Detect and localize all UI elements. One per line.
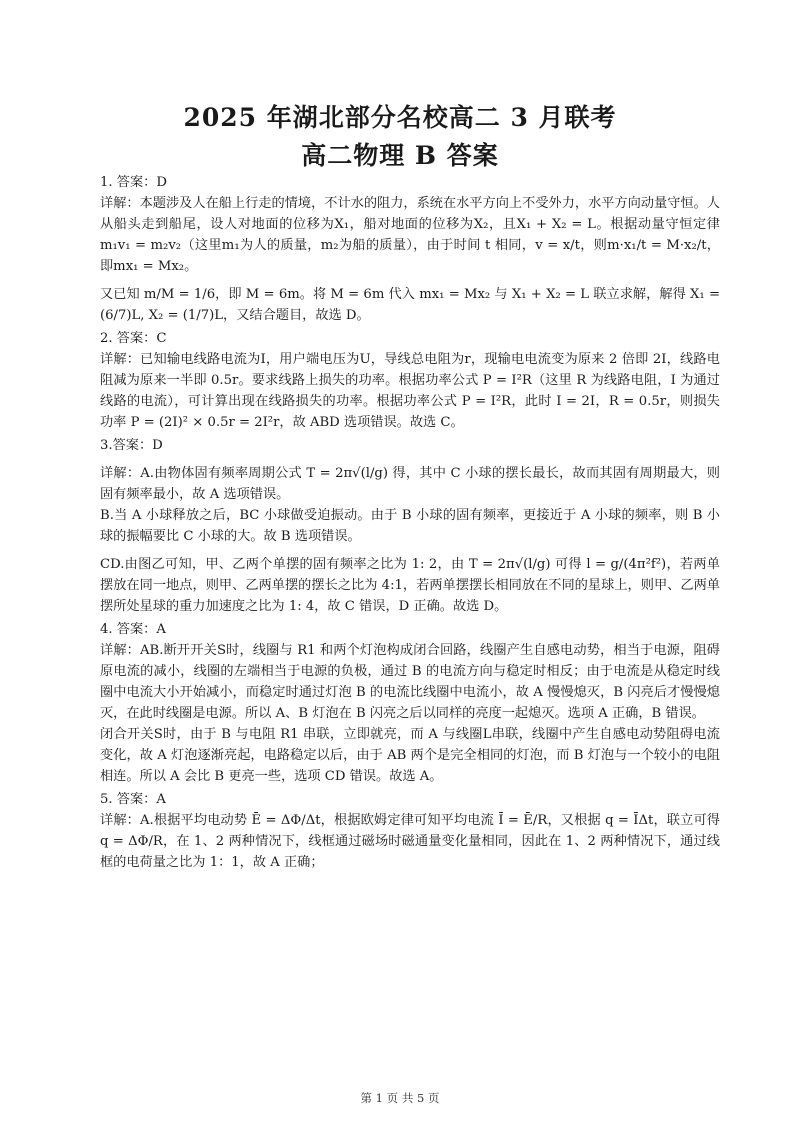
answer-content [100,172,720,873]
page-footer: 第 1 页 共 5 页 [360,1091,440,1105]
answer-5-heading: 5. 答案：A [100,792,166,807]
answer-5-detail-a: 详解：A.根据平均电动势 Ē = ΔΦ/Δt，根据欧姆定律可知平均电流 Ī = Ē/R，又根据 q = ĪΔt，联立可得 q = ΔΦ/R，在 1、2 两种情况下，线框通过磁场时磁通量变化量相同，因此在 1、2 两种情况下，通过线框的电荷量之比为 1：1，故 A 正确； [100,813,720,870]
answer-4-heading: 4. 答案：A [100,622,166,637]
answer-1-detail: 详解：本题涉及人在船上行走的情境，不计水的阻力，系统在水平方向上不受外力，水平方向动量守恒。人从船头走到船尾，设人对地面的位移为X₁，船对地面的位移为X₂，且X₁ + X₂ = L。根据动量守恒定律m₁v₁ = m₂v₂（这里m₁为人的质量，m₂为船的质量），由于时间 t 相同，v = x/t，则m·x₁/t = M·x₂/t，即mx₁ = Mx₂。 [100,196,720,274]
answer-1-detail-continued: 又已知 m/M = 1/6，即 M = 6m。将 M = 6m 代入 mx₁ = Mx₂ 与 X₁ + X₂ = L 联立求解，解得 X₁ = (6/7)L, X₂ = (1/7)L，又结合题目，故选 D。 [100,287,720,323]
answer-3-heading: 3.答案：D [100,438,163,453]
answer-2-detail: 详解：已知输电线路电流为I，用户端电压为U，导线总电阻为r，现输电电流变为原来 2 倍即 2I，线路电阻减为原来一半即 0.5r。要求线路上损失的功率。根据功率公式 P = I²R（这里 R 为线路电阻，I 为通过线路的电流），可计算出现在线路损失的功率。根据功率公式 P = I²R，此时 I = 2I，R = 0.5r，则损失功率 P = (2I)² × 0.5r = 2I²r，故 ABD 选项错误。故选 C。 [100,352,720,430]
document-title: 2025 年湖北部分名校高二 3 月联考 [183,103,617,132]
answer-1-heading: 1. 答案：D [100,175,167,190]
answer-2-heading: 2. 答案：C [100,331,167,346]
document-subtitle: 高二物理 B 答案 [301,141,499,170]
answer-4-detail-ab: 详解：AB.断开开关S时，线圈与 R1 和两个灯泡构成闭合回路，线圈产生自感电动势，相当于电源，阻碍原电流的减小，线圈的左端相当于电源的负极，通过 B 的电流方向与稳定时相反；由于电流是从稳定时线圈中电流大小开始减小，而稳定时通过灯泡 B 的电流比线圈中电流小，故 A 慢慢熄灭，B 闪亮后才慢慢熄灭，在此时线圈是电源。所以 A、B 灯泡在 B 闪亮之后以同样的亮度一起熄灭。选项 A 正确，B 错误。 [100,643,720,721]
answer-3-detail-cd: CD.由图乙可知，甲、乙两个单摆的固有频率之比为 1: 2，由 T = 2π√(l/g) 可得 l = g/(4π²f²)，若两单摆放在同一地点，则甲、乙两单摆的摆长之比为 4:1，若两单摆摆长相同放在不同的星球上，则甲、乙两单摆所处星球的重力加速度之比为 1: 4，故 C 错误，D 正确。故选 D。 [100,557,720,614]
answer-3-detail-a: 详解：A.由物体固有频率周期公式 T = 2π√(l/g) 得，其中 C 小球的摆长最长，故而其固有周期最大，则固有频率最小，故 A 选项错误。 [100,466,720,502]
answer-3-detail-b: B.当 A 小球释放之后，BC 小球做受迫振动。由于 B 小球的固有频率，更接近于 A 小球的频率，则 B 小球的振幅要比 C 小球的大。故 B 选项错误。 [100,508,720,544]
answer-4-detail-cd: 闭合开关S时，由于 B 与电阻 R1 串联，立即就亮，而 A 与线圈L串联，线圈中产生自感电动势阻碍电流变化，故 A 灯泡逐渐亮起，电路稳定以后，由于 AB 两个是完全相同的灯泡，而 B 灯泡与一个较小的电阻相连。所以 A 会比 B 更亮一些，选项 CD 错误。故选 A。 [100,727,720,784]
